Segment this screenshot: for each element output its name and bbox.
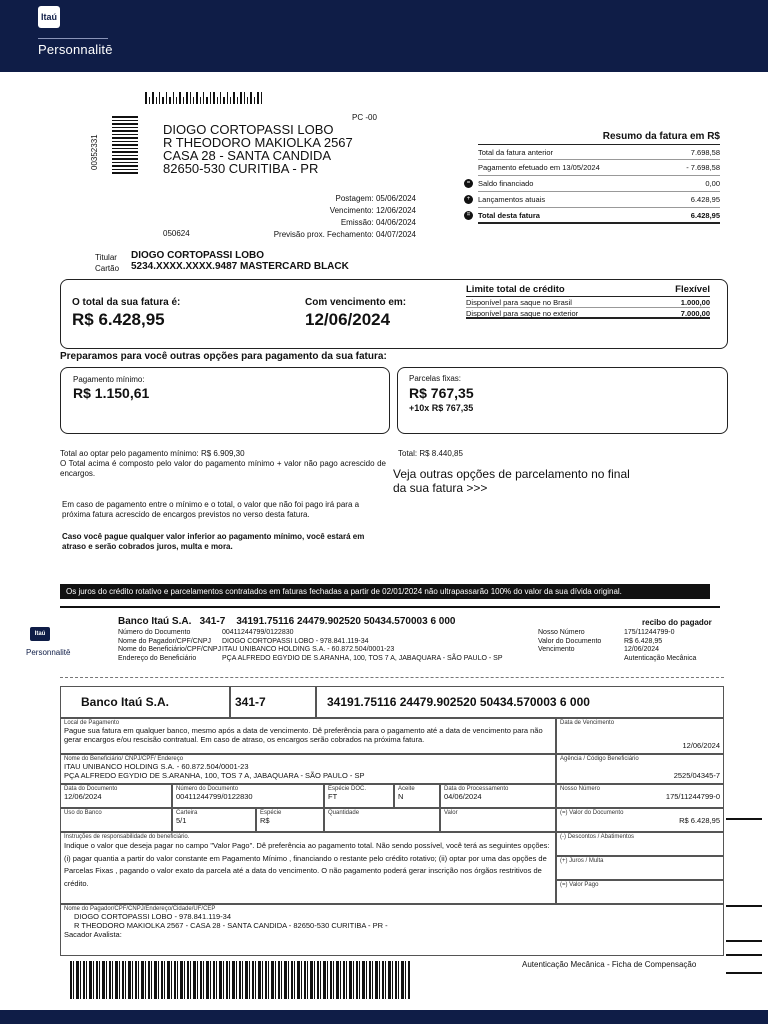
value: Valor — [440, 808, 556, 832]
receipt-row: Endereço do Beneficiário PÇA ALFREDO EGYDIO DE S.ARANHA, 100, TOS 7 A, JABAQUARA - SÃO PAULO - SP Autenticação Mecânica — [118, 654, 697, 662]
equals-icon: = — [464, 179, 473, 188]
installments-plan: +10x R$ 767,35 — [409, 403, 474, 413]
equals-icon: = — [464, 211, 473, 220]
total-value: R$ 6.428,95 — [72, 310, 165, 329]
card-number: 5234.XXXX.XXXX.9487 MASTERCARD BLACK — [131, 261, 349, 272]
brand-name: Personnalitē — [38, 42, 113, 57]
invoice-summary — [466, 131, 720, 224]
next-closing-date: Previsão prox. Fechamento: 04/07/2024 — [273, 230, 416, 239]
itau-logo: Itaú — [38, 6, 60, 28]
summary-row: Total da fatura anterior 7.698,58 — [478, 144, 720, 160]
minimum-value: R$ 1.150,61 — [73, 385, 150, 401]
credit-limit-title: Limite total de crédito — [466, 284, 565, 295]
mail-code: PC -00 — [352, 113, 377, 122]
total-label: O total da sua fatura é: — [72, 297, 181, 308]
plus-icon: + — [464, 195, 473, 204]
slip-due-date: Data de Vencimento 12/06/2024 — [556, 718, 724, 754]
late-payment-note: Caso você pague qualquer valor inferior ao pagamento mínimo, você estará em atraso e serão cobrados juros, multa e mora. — [62, 532, 365, 551]
doc-number: Número do Documento 00411244799/0122830 — [172, 784, 324, 808]
slip-digitable-line[interactable]: 34191.75116 24479.902520 50434.570003 6 000 — [316, 686, 724, 718]
wallet: Carteira 5/1 — [172, 808, 256, 832]
edge-mark — [726, 940, 762, 942]
receipt-title: recibo do pagador — [642, 618, 712, 627]
minimum-total-note: Total ao optar pelo pagamento mínimo: R$ 6.909,30 — [60, 449, 245, 458]
logo-divider — [38, 38, 108, 39]
address-line: DIOGO CORTOPASSI LOBO — [163, 122, 334, 137]
receipt-bank-line: Banco Itaú S.A. 341-7 34191.75116 24479.902520 50434.570003 6 000 — [118, 616, 456, 627]
holder-label: Titular — [95, 253, 117, 262]
bottom-bar — [0, 1010, 768, 1024]
statement-dates — [260, 193, 416, 241]
statement-code: 050624 — [163, 229, 190, 238]
doc-type: Espécie DOC. FT — [324, 784, 394, 808]
summary-row: = Saldo financiado 0,00 — [478, 176, 720, 192]
minimum-composition-note: O Total acima é composto pelo valor do pagamento mínimo + valor não pago acrescido de encargos. — [60, 459, 386, 478]
edge-mark — [726, 905, 762, 907]
due-value: 12/06/2024 — [305, 310, 391, 329]
amount-paid[interactable]: (=) Valor Pago — [556, 880, 724, 904]
options-heading: Preparamos para você outras opções para pagamento da sua fatura: — [60, 351, 387, 362]
posting-date: Postagem: 05/06/2024 — [335, 194, 416, 203]
vertical-code: 00352331 — [90, 134, 99, 170]
payment-location: Local de Pagamento Pague sua fatura em qualquer banco, mesmo após a data de vencimento. Dê preferência para o pagamento até a data de vencimento para não gerar encargos e/ou rescisão contratual. Em caso de atraso, os encargos serão cobrados na próxima fatura. — [60, 718, 556, 754]
installments-total: Total: R$ 8.440,85 — [398, 449, 463, 458]
edge-mark — [726, 818, 762, 820]
due-date: Vencimento: 12/06/2024 — [329, 206, 416, 215]
vertical-barcode — [112, 114, 138, 174]
address-line: R THEODORO MAKIOLKA 2567 — [163, 135, 353, 150]
beneficiary: Nome do Beneficiário/ CNPJ/CPF/ Endereço ITAU UNIBANCO HOLDING S.A. - 60.872.504/0001-23 PÇA ALFREDO EGYDIO DE S.ARANHA, 100, TOS 7 A, JABAQUARA - SÃO PAULO - SP — [60, 754, 556, 784]
installments-value: R$ 767,35 — [409, 385, 474, 401]
discounts: (-) Descontos / Abatimentos — [556, 832, 724, 856]
interest-fine: (+) Juros / Multa — [556, 856, 724, 880]
holder-name: DIOGO CORTOPASSI LOBO — [131, 250, 264, 261]
currency: Espécie R$ — [256, 808, 324, 832]
receipt-row: Nome do Beneficiário/CPF/CNPJ ITAU UNIBANCO HOLDING S.A. - 60.872.504/0001-23 Vencimento 12/06/2024 — [118, 646, 660, 653]
instructions: Instruções de responsabilidade do beneficiário. Indique o valor que deseja pagar no campo "Valor Pago". Dê preferência ao pagamento total. Não sendo possível, você terá as seguintes opções: (i) pagar quantia a partir do valor constante em Pagamento Mínimo , financiando o restante pelo crédito rotativo; (ii) optar por uma das opções de Parcelas Fixas , pagando o valor exato da parcela até a data do vencimento. O não pagamento poderá gerar inscrição nos órgãos restritivos de crédito. — [60, 832, 556, 904]
receipt-row: Nome do Pagador/CPF/CNPJ DIOGO CORTOPASSI LOBO - 978.841.119-34 Valor do Documento R$ 6.428,95 — [118, 637, 663, 645]
agency-code: Agência / Código Beneficiário 2525/04345-7 — [556, 754, 724, 784]
credit-limit-col: Flexível — [675, 284, 710, 295]
due-label: Com vencimento em: — [305, 297, 407, 308]
card-label: Cartão — [95, 264, 120, 273]
summary-row: + Lançamentos atuais 6.428,95 — [478, 192, 720, 208]
quantity: Quantidade — [324, 808, 440, 832]
installments-label: Parcelas fixas: — [409, 374, 462, 383]
issue-date: Emissão: 04/06/2024 — [340, 218, 416, 227]
brand-name-small: Personnalitē — [26, 648, 71, 657]
section-divider — [60, 606, 720, 608]
our-number: Nosso Número 175/11244799-0 — [556, 784, 724, 808]
edge-mark — [726, 954, 762, 956]
summary-title: Resumo da fatura em R$ — [602, 131, 720, 142]
partial-payment-note: Em caso de pagamento entre o mínimo e o total, o valor que não foi pago irá para a próxima fatura acrescido de encargos previstos no verso desta fatura. — [62, 500, 360, 519]
limit-row: Disponível para saque no Brasil 1.000,00 — [466, 298, 710, 307]
slip-bank-code: 341-7 — [230, 686, 316, 718]
document-value: (=) Valor do Documento R$ 6.428,95 — [556, 808, 724, 832]
receipt-row: Número do Documento 00411244799/0122830 Nosso Número 175/11244799-0 — [118, 629, 675, 636]
summary-total-row: = Total desta fatura 6.428,95 — [478, 208, 720, 224]
itau-logo-small: Itaú — [30, 627, 50, 641]
receipt-details — [118, 629, 728, 663]
acceptance: Aceite N — [394, 784, 440, 808]
credit-limit — [466, 284, 710, 319]
limit-row: Disponível para saque no exterior 7.000,00 — [466, 309, 710, 318]
cut-line — [60, 677, 724, 678]
mechanical-auth: Autenticação Mecânica - Ficha de Compensação — [522, 960, 697, 969]
interest-banner: Os juros do crédito rotativo e parcelamentos contratados em faturas fechadas a partir de 02/01/2024 não ultrapassarão 100% do valor da sua dívida original. — [60, 584, 710, 599]
top-header — [0, 0, 768, 74]
address-line: CASA 28 - SANTA CANDIDA — [163, 148, 332, 163]
summary-row: Pagamento efetuado em 13/05/2024 - 7.698,58 — [478, 160, 720, 176]
recipient-address — [163, 123, 353, 175]
address-line: 82650-530 CURITIBA - PR — [163, 161, 319, 176]
more-options-link[interactable]: Veja outras opções de parcelamento no final da sua fatura >>> — [393, 467, 630, 495]
payer-info: Nome do Pagador/CPF/CNPJ/Endereço/Cidade/UF/CEP DIOGO CORTOPASSI LOBO - 978.841.119-34 R THEODORO MAKIOLKA 2567 - CASA 28 - SANTA CANDIDA - 82650-530 CURITIBA - PR - Sacador Avalista: — [60, 904, 724, 956]
doc-date: Data do Documento 12/06/2024 — [60, 784, 172, 808]
bank-use: Uso do Banco — [60, 808, 172, 832]
processing-date: Data do Processamento 04/06/2024 — [440, 784, 556, 808]
postal-barcode — [145, 92, 264, 104]
payment-barcode — [70, 961, 410, 999]
minimum-label: Pagamento mínimo: — [73, 375, 145, 384]
edge-mark — [726, 972, 762, 974]
slip-bank: Banco Itaú S.A. — [60, 686, 230, 718]
